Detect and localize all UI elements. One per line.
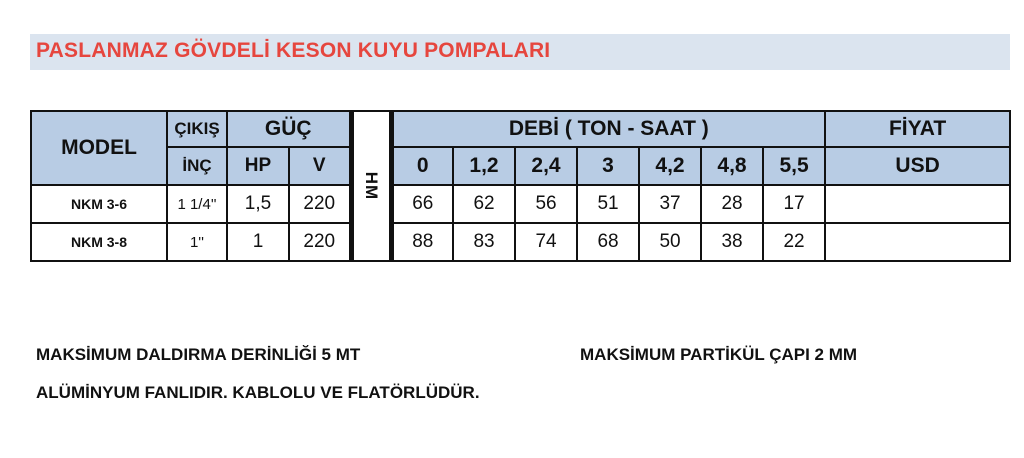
- row-hm-3: 51: [577, 185, 639, 223]
- row-hm-4: 37: [639, 185, 701, 223]
- row-hm-2: 56: [515, 185, 577, 223]
- row-inch: 1 1/4'': [167, 185, 227, 223]
- row-hm-3: 68: [577, 223, 639, 261]
- header-v: V: [289, 147, 351, 185]
- row-inch: 1'': [167, 223, 227, 261]
- header-row-bottom: [31, 147, 1010, 185]
- row-hm-4: 50: [639, 223, 701, 261]
- table-row: [31, 223, 1010, 261]
- header-flow-6: 5,5: [763, 147, 825, 185]
- header-row-top: [31, 111, 1010, 147]
- row-price: [825, 185, 1010, 223]
- row-hp: 1: [227, 223, 289, 261]
- header-flow-2: 2,4: [515, 147, 577, 185]
- header-hm: HM: [362, 171, 382, 201]
- row-hm-6: 17: [763, 185, 825, 223]
- header-flow-0: 0: [391, 147, 453, 185]
- row-hm-5: 28: [701, 185, 763, 223]
- header-hp: HP: [227, 147, 289, 185]
- header-flow-5: 4,8: [701, 147, 763, 185]
- row-model: NKM 3-6: [31, 185, 167, 223]
- note-max-particle: MAKSİMUM PARTİKÜL ÇAPI 2 MM: [580, 345, 858, 364]
- header-flow-1: 1,2: [453, 147, 515, 185]
- header-usd: USD: [825, 147, 1010, 185]
- page-title: PASLANMAZ GÖVDELİ KESON KUYU POMPALARI: [36, 39, 551, 62]
- row-hm-2: 74: [515, 223, 577, 261]
- row-hm-0: 88: [391, 223, 453, 261]
- title-banner: [30, 34, 1010, 70]
- row-hm-1: 62: [453, 185, 515, 223]
- note-features: ALÜMİNYUM FANLIDIR. KABLOLU VE FLATÖRLÜDÜR.: [36, 383, 480, 402]
- row-hm-5: 38: [701, 223, 763, 261]
- row-hm-0: 66: [391, 185, 453, 223]
- header-flow-4: 4,2: [639, 147, 701, 185]
- header-debi: DEBİ ( TON - SAAT ): [391, 111, 825, 147]
- row-hp: 1,5: [227, 185, 289, 223]
- header-inc: İNÇ: [167, 147, 227, 185]
- header-cikis: ÇIKIŞ: [167, 111, 227, 147]
- row-voltage: 220: [289, 185, 351, 223]
- row-hm-1: 83: [453, 223, 515, 261]
- header-guc: GÜÇ: [227, 111, 351, 147]
- table-row: [31, 185, 1010, 223]
- hm-column: [351, 111, 391, 261]
- header-model: MODEL: [31, 111, 167, 185]
- header-fiyat: FİYAT: [825, 111, 1010, 147]
- header-flow-3: 3: [577, 147, 639, 185]
- row-voltage: 220: [289, 223, 351, 261]
- row-model: NKM 3-8: [31, 223, 167, 261]
- pump-spec-table: [30, 110, 1011, 262]
- note-max-depth: MAKSİMUM DALDIRMA DERİNLİĞİ 5 MT: [36, 345, 361, 364]
- row-hm-6: 22: [763, 223, 825, 261]
- row-price: [825, 223, 1010, 261]
